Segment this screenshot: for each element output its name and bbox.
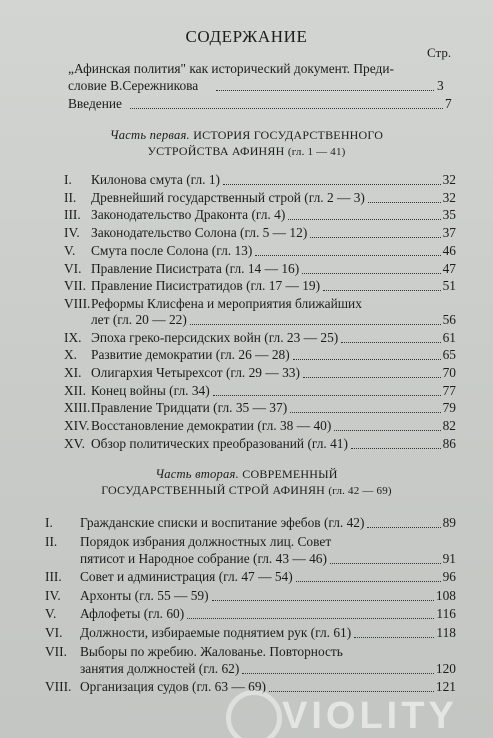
chapter-title: Афлофеты (гл. 60) xyxy=(80,606,185,622)
chapter-title: Восстановление демократии (гл. 38 — 40) xyxy=(91,418,332,434)
chapter-title-continued: занятия должностей (гл. 62) xyxy=(80,660,240,676)
page-column-label: Стр. xyxy=(427,45,452,60)
chapter-number: II. xyxy=(64,189,77,205)
page-number: 118 xyxy=(436,625,456,640)
leader-dots xyxy=(187,617,434,619)
leader-dots xyxy=(213,394,441,396)
leader-dots xyxy=(368,201,441,203)
part-two-heading-line2 xyxy=(0,482,493,499)
chapter-number: III. xyxy=(45,569,62,585)
chapter-title: Выборы по жребию. Жалованье. Повторность xyxy=(80,643,343,659)
page-number: 46 xyxy=(442,242,456,258)
leader-dots xyxy=(341,341,440,343)
page-number: 32 xyxy=(442,189,456,205)
chapter-title: Организация судов (гл. 63 — 69) xyxy=(80,679,266,695)
leader-dots xyxy=(255,254,440,256)
page-number: 108 xyxy=(435,587,456,603)
chapter-number: V. xyxy=(45,606,57,622)
chapter-title: Обзор политических преобразований (гл. 41) xyxy=(91,435,348,451)
chapter-title: Килонова смута (гл. 1) xyxy=(91,172,220,187)
part-two-heading xyxy=(0,466,493,482)
chapter-number: XV. xyxy=(64,435,85,451)
chapter-number: VII. xyxy=(64,278,86,294)
chapter-number: V. xyxy=(64,242,76,258)
watermark: VIOLITY xyxy=(282,695,458,737)
chapter-title: Правление Писистратидов (гл. 17 — 19) xyxy=(91,278,321,294)
part-one-heading-line2 xyxy=(0,143,493,160)
chapter-title: Законодательство Драконта (гл. 4) xyxy=(91,207,286,223)
preface-line-2: словие В.Сережникова xyxy=(68,78,199,93)
chapter-title: Совет и администрация (гл. 47 — 54) xyxy=(80,569,293,585)
leader-dots xyxy=(310,236,440,238)
part-two-title-1: СОВРЕМЕННЫЙ xyxy=(242,467,338,481)
leader-dots xyxy=(323,289,441,291)
chapter-title: Смута после Солона (гл. 13) xyxy=(91,242,253,258)
chapter-title-continued: лет (гл. 20 — 22) xyxy=(91,311,187,327)
page-number: 121 xyxy=(435,679,456,695)
chapter-title: Реформы Клисфена и мероприятия ближайших xyxy=(91,295,362,311)
part-one-title-1: ИСТОРИЯ ГОСУДАРСТВЕННОГО xyxy=(193,128,384,142)
leader-dots xyxy=(367,526,440,528)
leader-dots xyxy=(242,672,434,674)
part-two-title-2: ГОСУДАРСТВЕННЫЙ СТРОЙ АФИНЯН xyxy=(101,483,326,497)
part-one-heading xyxy=(0,127,493,143)
chapter-title: Правление Тридцати (гл. 35 — 37) xyxy=(91,400,288,416)
chapter-number: IV. xyxy=(45,587,61,603)
chapter-number: VII. xyxy=(45,643,67,659)
leader-dots xyxy=(296,580,441,582)
chapter-number: VIII. xyxy=(64,295,91,311)
chapter-number: VI. xyxy=(64,260,82,276)
chapter-title: Эпоха греко-персидских войн (гл. 23 — 25) xyxy=(91,329,339,345)
page-number: 47 xyxy=(442,260,456,276)
page-number: 56 xyxy=(442,311,456,327)
part-one-label: Часть первая. xyxy=(109,128,190,142)
part-two-chapters: (гл. 42 — 69) xyxy=(328,485,392,497)
page-number: 3 xyxy=(437,78,444,93)
leader-dots xyxy=(334,429,440,431)
chapter-title: Конец войны (гл. 34) xyxy=(91,382,210,398)
leader-dots xyxy=(212,599,434,601)
chapter-number: XIII. xyxy=(64,400,91,416)
chapter-number: IV. xyxy=(64,225,80,241)
chapter-number: X. xyxy=(64,347,78,363)
page-number: 86 xyxy=(442,435,456,451)
leader-dots xyxy=(223,183,441,185)
page-number: 116 xyxy=(436,606,456,622)
chapter-number: XIV. xyxy=(64,418,90,434)
intro-line: Введение xyxy=(68,96,122,111)
part-one-title-2: УСТРОЙСТВА АФИНЯН xyxy=(147,144,285,158)
chapter-number: VIII. xyxy=(45,679,72,695)
page-number: 7 xyxy=(445,96,452,111)
chapter-number: VI. xyxy=(45,625,63,640)
leader-dots xyxy=(330,562,441,564)
leader-dots xyxy=(351,447,441,449)
leader-dots xyxy=(302,272,440,274)
part-one-chapters: (гл. 1 — 41) xyxy=(287,146,346,158)
page-number: 96 xyxy=(442,569,456,585)
page-number: 77 xyxy=(442,382,456,398)
page-number: 79 xyxy=(442,400,456,416)
page-number: 89 xyxy=(442,515,456,530)
chapter-title: Олигархия Четырехсот (гл. 29 — 33) xyxy=(91,365,300,380)
page-number: 32 xyxy=(442,172,456,187)
chapter-number: I. xyxy=(64,172,72,187)
leader-dots xyxy=(269,690,434,692)
chapter-number: I. xyxy=(45,515,53,530)
page-title: СОДЕРЖАНИЕ xyxy=(185,27,308,46)
chapter-title: Древнейший государственный строй (гл. 2 — 3) xyxy=(91,189,365,205)
page-number: 91 xyxy=(442,550,456,566)
chapter-title: Законодательство Солона (гл. 5 — 12) xyxy=(91,225,308,241)
leader-dots xyxy=(303,376,441,378)
leader-dots xyxy=(130,107,443,109)
page-number: 65 xyxy=(442,347,456,363)
chapter-number: IX. xyxy=(64,329,82,345)
page-number: 82 xyxy=(442,418,456,434)
leader-dots xyxy=(216,89,434,91)
chapter-title: Правление Писистрата (гл. 14 — 16) xyxy=(91,260,300,276)
watermark-logo-icon xyxy=(226,690,282,738)
part-two-label: Часть вторая. xyxy=(155,467,239,481)
chapter-number: XI. xyxy=(64,365,82,380)
page-number: 120 xyxy=(435,660,456,676)
page-number: 61 xyxy=(442,329,456,345)
leader-dots xyxy=(354,636,434,638)
leader-dots xyxy=(293,358,441,360)
page-number: 37 xyxy=(442,225,456,241)
chapter-title: Порядок избрания должностных лиц. Совет xyxy=(80,533,332,549)
leader-dots xyxy=(190,323,441,325)
chapter-number: III. xyxy=(64,207,81,223)
chapter-title: Развитие демократии (гл. 26 — 28) xyxy=(91,347,290,363)
page-number: 70 xyxy=(442,365,456,380)
page-number: 51 xyxy=(442,278,456,294)
chapter-number: XII. xyxy=(64,382,86,398)
leader-dots xyxy=(288,218,440,220)
preface-line-1: „Афинская полития" как исторический документ. Преди- xyxy=(68,61,394,76)
chapter-number: II. xyxy=(45,533,58,549)
chapter-title: Архонты (гл. 55 — 59) xyxy=(80,587,209,603)
chapter-title: Гражданские списки и воспитание эфебов (гл. 42) xyxy=(80,515,365,530)
chapter-title-continued: пятисот и Народное собрание (гл. 43 — 46) xyxy=(80,550,327,566)
page-number: 35 xyxy=(442,207,456,223)
chapter-title: Должности, избираемые поднятием рук (гл. 61) xyxy=(80,625,352,640)
leader-dots xyxy=(290,411,440,413)
